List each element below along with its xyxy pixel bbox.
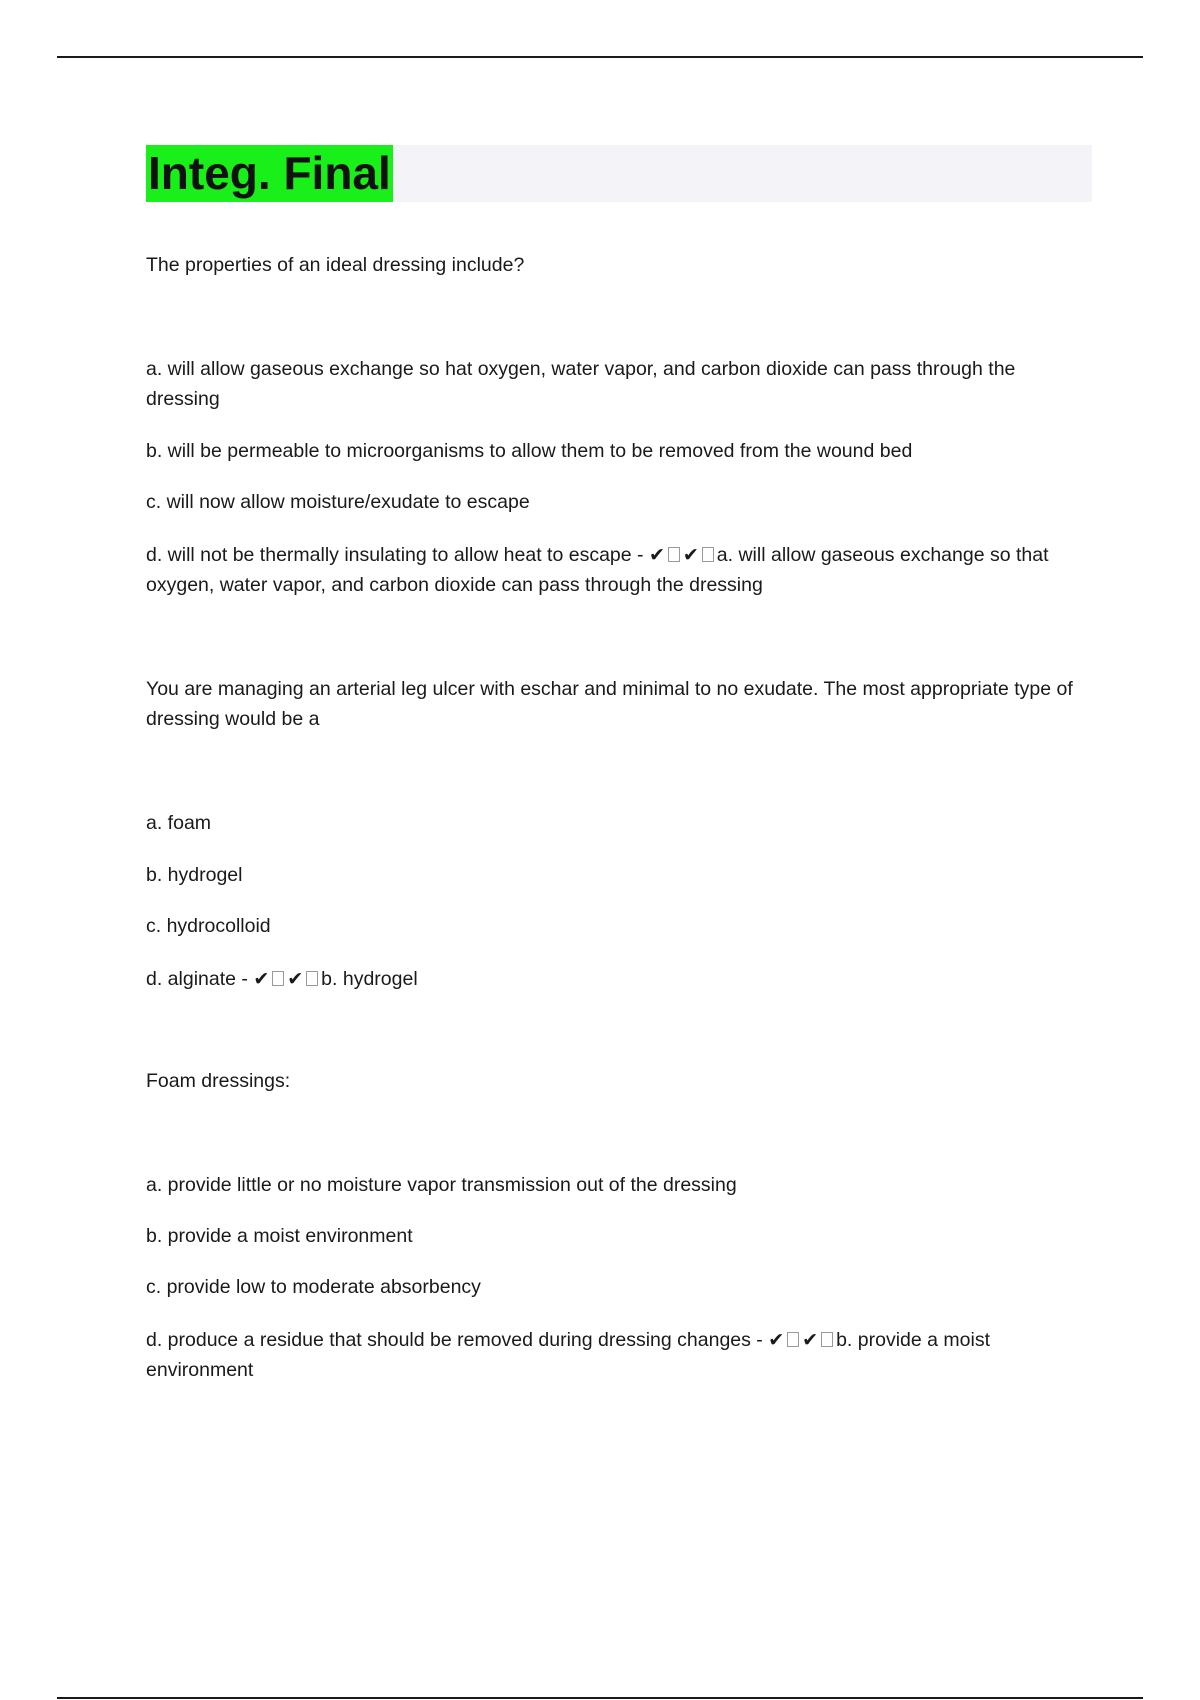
check-icon: ✔: [768, 1329, 785, 1351]
glyph-box-icon: [787, 1332, 799, 1347]
option-text: d. alginate -: [146, 968, 248, 990]
answer-text: a. will allow gaseous exchange so that oxygen, water vapor, and carbon dioxide can pass through the dressing: [146, 544, 1049, 596]
question-2-option-a: a. foam: [146, 812, 212, 834]
check-icon: ✔: [287, 968, 304, 990]
check-icon: ✔: [682, 544, 699, 566]
check-icon: ✔: [253, 968, 270, 990]
header-rule: [57, 56, 1143, 58]
answer-text: b. provide a moist environment: [146, 1329, 990, 1381]
answer-text: b. hydrogel: [321, 968, 418, 990]
option-text: d. produce a residue that should be removed during dressing changes -: [146, 1329, 763, 1351]
question-2-prompt: You are managing an arterial leg ulcer with eschar and minimal to no exudate. The most appropriate type of dressing would be a: [146, 678, 1073, 730]
question-2-option-b: b. hydrogel: [146, 864, 243, 886]
question-3-option-b: b. provide a moist environment: [146, 1225, 413, 1247]
question-1-option-a: a. will allow gaseous exchange so hat oxygen, water vapor, and carbon dioxide can pass through the dressing: [146, 358, 1016, 410]
glyph-box-icon: [306, 971, 318, 986]
question-1-option-c: c. will now allow moisture/exudate to escape: [146, 491, 530, 513]
glyph-box-icon: [821, 1332, 833, 1347]
question-2-option-d: [146, 964, 1086, 994]
footer-rule: [57, 1697, 1143, 1699]
question-2-option-c: c. hydrocolloid: [146, 915, 271, 937]
question-3-option-d: [146, 1325, 1086, 1385]
document-title: Integ. Final: [146, 145, 393, 202]
glyph-box-icon: [702, 547, 714, 562]
question-3-option-a: a. provide little or no moisture vapor transmission out of the dressing: [146, 1174, 737, 1196]
question-1-option-b: b. will be permeable to microorganisms to allow them to be removed from the wound bed: [146, 440, 913, 462]
check-icon: ✔: [802, 1329, 819, 1351]
question-3-option-c: c. provide low to moderate absorbency: [146, 1276, 481, 1298]
check-icon: ✔: [648, 544, 665, 566]
glyph-box-icon: [668, 547, 680, 562]
glyph-box-icon: [272, 971, 284, 986]
option-text: d. will not be thermally insulating to allow heat to escape -: [146, 544, 644, 566]
question-1-option-d: [146, 540, 1086, 600]
question-3-prompt: Foam dressings:: [146, 1070, 291, 1092]
question-1-prompt: The properties of an ideal dressing include?: [146, 254, 525, 276]
